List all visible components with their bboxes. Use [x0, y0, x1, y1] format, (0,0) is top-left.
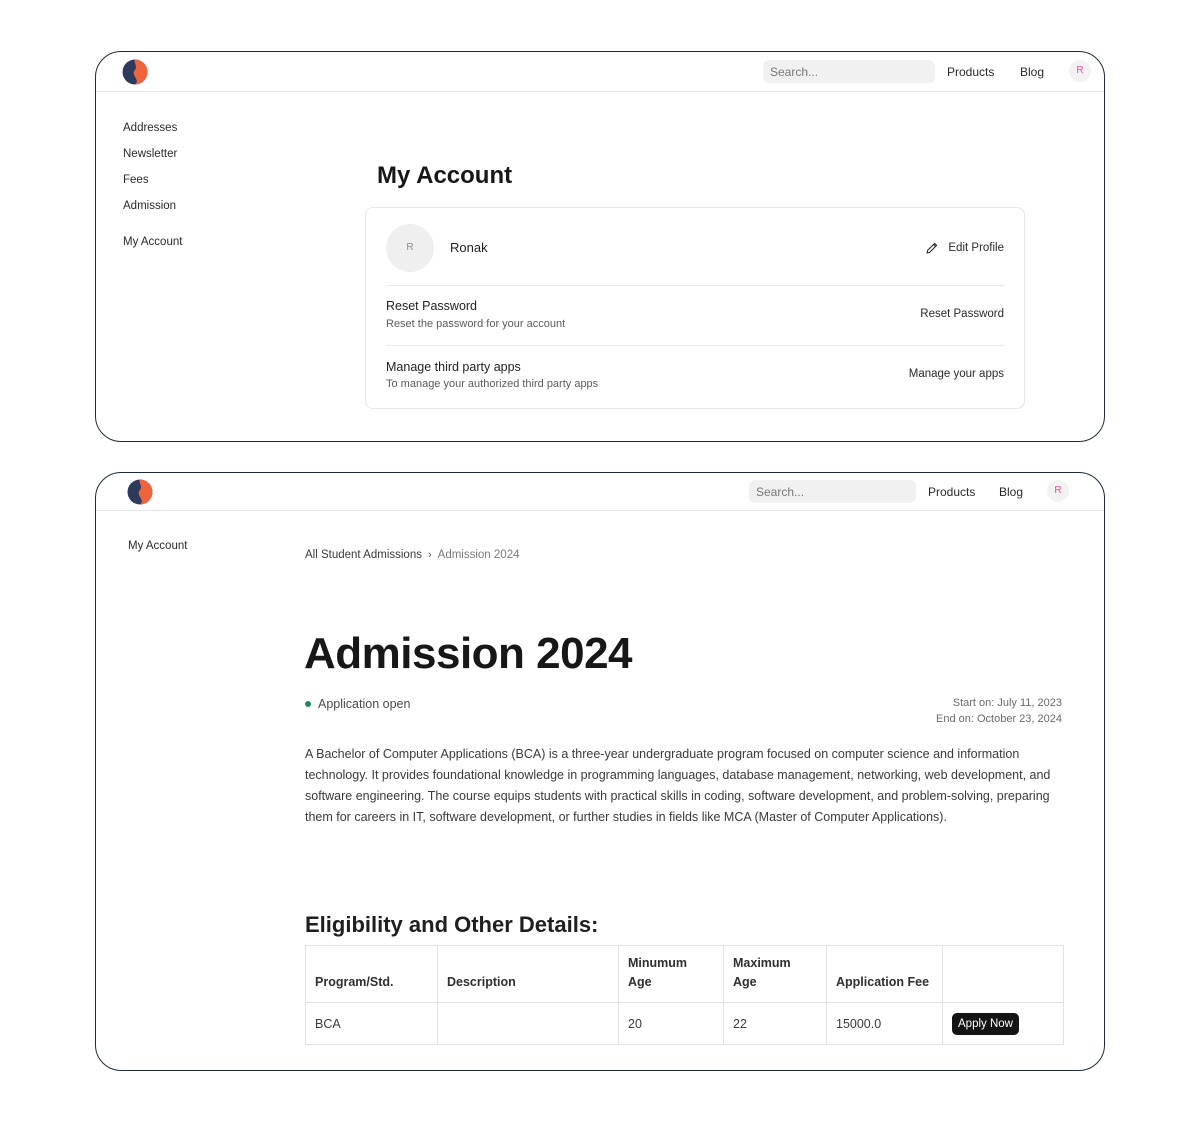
cell-max-age: 22 — [724, 1003, 827, 1045]
edit-profile-label: Edit Profile — [948, 242, 1004, 254]
chevron-right-icon: › — [427, 549, 432, 561]
sidebar-item-admission[interactable]: Admission — [123, 200, 177, 212]
manage-apps-subtitle: To manage your authorized third party apps — [386, 378, 599, 390]
column-header-fee: Application Fee — [827, 946, 943, 1003]
sidebar-item-my-account[interactable]: My Account — [123, 236, 183, 248]
search-input[interactable] — [749, 480, 916, 503]
sidebar-item-newsletter[interactable]: Newsletter — [123, 148, 178, 160]
cell-min-age: 20 — [619, 1003, 724, 1045]
table-header-row — [306, 946, 1064, 1003]
sidebar-item-fees[interactable]: Fees — [123, 174, 149, 186]
admission-dates — [936, 695, 1062, 727]
edit-profile-button[interactable] — [925, 241, 1004, 255]
max-age-line1: Maximum — [733, 956, 791, 970]
cell-action — [943, 1003, 1064, 1045]
user-avatar[interactable]: R — [1047, 480, 1069, 502]
min-age-line1: Minumum — [628, 956, 688, 970]
cell-description — [438, 1003, 619, 1045]
user-avatar[interactable]: R — [1069, 60, 1091, 82]
my-account-window — [95, 51, 1105, 442]
profile-name: Ronak — [450, 240, 488, 255]
nav-products-link[interactable]: Products — [947, 65, 995, 79]
admission-window — [95, 472, 1105, 1071]
brand-logo-icon[interactable] — [127, 479, 153, 505]
end-date: End on: October 23, 2024 — [936, 713, 1062, 725]
max-age-line2: Age — [733, 975, 757, 989]
brand-logo-icon[interactable] — [122, 59, 148, 85]
section-title: Eligibility and Other Details: — [305, 912, 599, 937]
program-description: A Bachelor of Computer Applications (BCA) is a three-year undergraduate program focused on computer science and information technology. It provides foundational knowledge in programming languages, database management, networking, web development, and software engineering. The course equips students with practical skills in coding, software development, and problem-solving, preparing them for careers in IT, software development, or further studies in fields like MCA (Master of Computer Applications). — [305, 747, 1051, 824]
reset-password-subtitle: Reset the password for your account — [386, 318, 566, 330]
reset-password-button[interactable]: Reset Password — [920, 308, 1004, 320]
table-row — [306, 1003, 1064, 1045]
cell-program: BCA — [306, 1003, 438, 1045]
page-title: Admission 2024 — [304, 629, 633, 678]
column-header-action — [943, 946, 1064, 1003]
divider — [386, 285, 1004, 286]
start-date: Start on: July 11, 2023 — [952, 697, 1062, 709]
breadcrumb — [305, 549, 519, 561]
search-input[interactable] — [763, 60, 935, 83]
account-card — [365, 207, 1025, 409]
manage-apps-title: Manage third party apps — [386, 360, 521, 374]
status-badge — [305, 697, 410, 711]
status-label: Application open — [318, 697, 411, 711]
divider — [386, 345, 1004, 346]
manage-apps-button[interactable]: Manage your apps — [908, 368, 1004, 380]
eligibility-table — [305, 945, 1064, 1045]
cell-fee: 15000.0 — [827, 1003, 943, 1045]
min-age-line2: Age — [628, 975, 652, 989]
column-header-max-age — [724, 946, 827, 1003]
pencil-icon — [925, 241, 939, 255]
top-navbar — [96, 52, 1104, 92]
sidebar-item-addresses[interactable]: Addresses — [123, 122, 178, 134]
profile-avatar: R — [386, 224, 434, 272]
apply-now-button[interactable]: Apply Now — [952, 1013, 1019, 1035]
nav-blog-link[interactable]: Blog — [1020, 65, 1045, 79]
nav-blog-link[interactable]: Blog — [999, 485, 1024, 499]
column-header-program: Program/Std. — [306, 946, 438, 1003]
column-header-min-age — [619, 946, 724, 1003]
page-title: My Account — [377, 162, 513, 189]
nav-products-link[interactable]: Products — [928, 485, 976, 499]
status-dot-icon — [305, 701, 311, 707]
sidebar-item-my-account[interactable]: My Account — [128, 540, 188, 552]
column-header-description: Description — [438, 946, 619, 1003]
breadcrumb-current: Admission 2024 — [437, 549, 520, 561]
top-navbar — [96, 473, 1104, 511]
breadcrumb-parent-link[interactable]: All Student Admissions — [305, 549, 422, 561]
reset-password-title: Reset Password — [386, 299, 478, 313]
